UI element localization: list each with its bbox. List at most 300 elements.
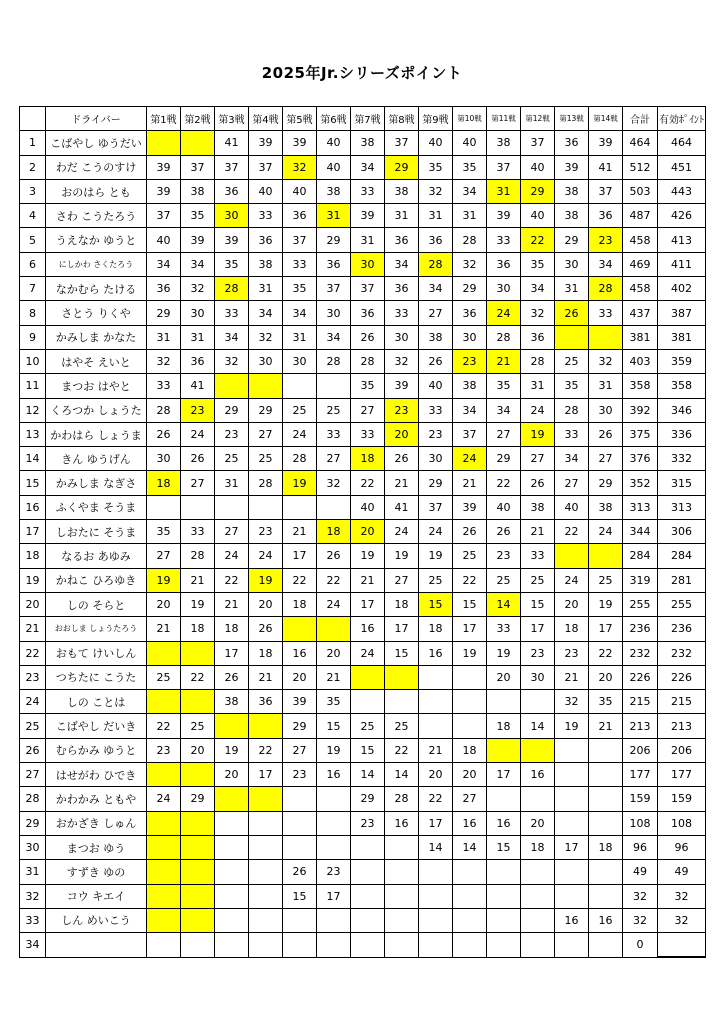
race-score: 14	[521, 714, 555, 738]
race-score	[555, 544, 589, 568]
race-score: 17	[317, 884, 351, 908]
race-score	[317, 933, 351, 958]
rank-number: 4	[20, 204, 46, 228]
race-score	[249, 908, 283, 932]
effective-points: 332	[658, 447, 706, 471]
race-score	[249, 835, 283, 859]
race-score: 29	[317, 228, 351, 252]
table-row	[20, 398, 706, 422]
effective-points: 49	[658, 860, 706, 884]
race-score	[521, 738, 555, 762]
race-score: 34	[453, 398, 487, 422]
table-row	[20, 544, 706, 568]
race-score: 34	[283, 301, 317, 325]
race-score	[147, 763, 181, 787]
race-score: 20	[419, 763, 453, 787]
race-score: 16	[385, 811, 419, 835]
effective-points	[658, 933, 706, 958]
effective-points: 281	[658, 568, 706, 592]
effective-points: 464	[658, 131, 706, 155]
rank-number: 12	[20, 398, 46, 422]
table-row	[20, 301, 706, 325]
race-score: 27	[181, 471, 215, 495]
race-score: 40	[555, 495, 589, 519]
effective-points: 358	[658, 374, 706, 398]
race-score: 15	[521, 592, 555, 616]
race-score: 31	[419, 204, 453, 228]
race-score: 21	[589, 714, 623, 738]
race-score: 16	[453, 811, 487, 835]
table-row	[20, 349, 706, 373]
race-score	[317, 617, 351, 641]
table-row	[20, 763, 706, 787]
race-score: 36	[385, 228, 419, 252]
race-score	[419, 665, 453, 689]
race-score: 27	[249, 422, 283, 446]
race-score: 27	[385, 568, 419, 592]
table-row	[20, 884, 706, 908]
race-score: 34	[181, 252, 215, 276]
race-score: 15	[317, 714, 351, 738]
race-score: 36	[181, 349, 215, 373]
race-score: 30	[249, 349, 283, 373]
race-score: 39	[215, 228, 249, 252]
race-score	[181, 884, 215, 908]
race-score: 21	[453, 471, 487, 495]
race-score: 28	[147, 398, 181, 422]
race-score	[215, 933, 249, 958]
race-score: 27	[521, 447, 555, 471]
effective-points: 443	[658, 179, 706, 203]
race-score	[249, 374, 283, 398]
race-score: 14	[351, 763, 385, 787]
race-score: 41	[385, 495, 419, 519]
effective-points: 226	[658, 665, 706, 689]
number-header	[20, 107, 46, 131]
race-score: 29	[521, 179, 555, 203]
rank-number: 16	[20, 495, 46, 519]
race-score: 31	[249, 277, 283, 301]
race-score: 18	[283, 592, 317, 616]
race-score: 23	[521, 641, 555, 665]
total-points: 108	[623, 811, 658, 835]
race-score: 18	[317, 520, 351, 544]
race-score: 26	[283, 860, 317, 884]
race-score: 29	[283, 714, 317, 738]
race-score	[487, 908, 521, 932]
total-points: 381	[623, 325, 658, 349]
race-score: 31	[147, 325, 181, 349]
race-score: 37	[283, 228, 317, 252]
effective-points: 306	[658, 520, 706, 544]
effective-points: 236	[658, 617, 706, 641]
race-score	[249, 495, 283, 519]
race-score: 17	[589, 617, 623, 641]
race-score: 28	[317, 349, 351, 373]
race-score: 36	[419, 228, 453, 252]
race-score: 37	[589, 179, 623, 203]
race-score	[419, 714, 453, 738]
rank-number: 5	[20, 228, 46, 252]
rank-number: 19	[20, 568, 46, 592]
race-score: 21	[419, 738, 453, 762]
table-row	[20, 204, 706, 228]
race-score: 31	[589, 374, 623, 398]
table-row	[20, 811, 706, 835]
race-score: 22	[283, 568, 317, 592]
race-score: 39	[283, 690, 317, 714]
rank-number: 26	[20, 738, 46, 762]
effective-points: 32	[658, 884, 706, 908]
race-score: 31	[521, 374, 555, 398]
effective-points: 387	[658, 301, 706, 325]
rank-number: 17	[20, 520, 46, 544]
race-score: 25	[555, 349, 589, 373]
race-score: 37	[487, 155, 521, 179]
race-score	[453, 714, 487, 738]
race-score	[283, 617, 317, 641]
rank-number: 31	[20, 860, 46, 884]
driver-name: コウ キエイ	[46, 884, 147, 908]
race-score: 22	[385, 738, 419, 762]
race-score: 35	[521, 252, 555, 276]
race-score: 22	[181, 665, 215, 689]
driver-name: かみしま なぎさ	[46, 471, 147, 495]
race-score	[453, 908, 487, 932]
race-score: 25	[419, 568, 453, 592]
points-table	[19, 106, 706, 958]
race-score: 30	[283, 349, 317, 373]
race-score	[317, 908, 351, 932]
race-score: 23	[487, 544, 521, 568]
race-header-10: 第10戦	[453, 107, 487, 131]
race-score: 26	[317, 544, 351, 568]
race-score: 31	[487, 179, 521, 203]
driver-name: すずき ゆの	[46, 860, 147, 884]
total-points: 32	[623, 908, 658, 932]
race-score: 39	[181, 228, 215, 252]
race-score: 25	[521, 568, 555, 592]
race-score: 34	[147, 252, 181, 276]
total-points: 96	[623, 835, 658, 859]
race-score	[555, 860, 589, 884]
race-score: 19	[147, 568, 181, 592]
race-score	[215, 495, 249, 519]
race-score	[147, 131, 181, 155]
race-score: 28	[181, 544, 215, 568]
rank-number: 2	[20, 155, 46, 179]
driver-name: つちたに こうた	[46, 665, 147, 689]
rank-number: 15	[20, 471, 46, 495]
rank-number: 18	[20, 544, 46, 568]
race-score	[555, 738, 589, 762]
race-score	[181, 835, 215, 859]
driver-name: さわ こうたろう	[46, 204, 147, 228]
race-score: 25	[385, 714, 419, 738]
race-score: 23	[453, 349, 487, 373]
race-score: 25	[351, 714, 385, 738]
race-score	[283, 908, 317, 932]
race-score: 40	[521, 204, 555, 228]
table-row	[20, 835, 706, 859]
race-score: 30	[453, 325, 487, 349]
race-score: 22	[351, 471, 385, 495]
rank-number: 13	[20, 422, 46, 446]
race-score: 15	[351, 738, 385, 762]
race-score: 21	[283, 520, 317, 544]
race-score: 24	[249, 544, 283, 568]
total-points: 255	[623, 592, 658, 616]
driver-name: はやそ えいと	[46, 349, 147, 373]
race-score: 38	[385, 179, 419, 203]
race-score: 36	[487, 252, 521, 276]
driver-name: しの そらと	[46, 592, 147, 616]
race-score: 23	[215, 422, 249, 446]
race-score: 19	[283, 471, 317, 495]
race-score: 39	[385, 374, 419, 398]
race-score: 38	[351, 131, 385, 155]
rank-number: 23	[20, 665, 46, 689]
race-score	[181, 908, 215, 932]
race-score: 21	[249, 665, 283, 689]
race-score: 21	[555, 665, 589, 689]
race-score: 33	[521, 544, 555, 568]
race-score: 23	[385, 398, 419, 422]
race-score: 19	[487, 641, 521, 665]
effective-points: 426	[658, 204, 706, 228]
race-score: 38	[589, 495, 623, 519]
rank-number: 27	[20, 763, 46, 787]
total-points: 403	[623, 349, 658, 373]
race-score: 38	[555, 179, 589, 203]
race-score: 30	[487, 277, 521, 301]
race-score: 30	[555, 252, 589, 276]
effective-points: 413	[658, 228, 706, 252]
race-score: 17	[249, 763, 283, 787]
effective-points-header: 有効ﾎﾟｲﾝﾄ	[658, 107, 706, 131]
race-score: 36	[521, 325, 555, 349]
driver-name: さとう りくや	[46, 301, 147, 325]
race-score: 31	[351, 228, 385, 252]
race-score: 39	[555, 155, 589, 179]
race-score: 22	[521, 228, 555, 252]
race-score: 34	[351, 155, 385, 179]
total-points: 458	[623, 277, 658, 301]
race-score	[555, 811, 589, 835]
race-score	[419, 884, 453, 908]
race-score: 34	[385, 252, 419, 276]
race-score: 17	[521, 617, 555, 641]
race-score: 30	[147, 447, 181, 471]
table-row	[20, 738, 706, 762]
race-score: 20	[385, 422, 419, 446]
race-score: 18	[181, 617, 215, 641]
race-score: 34	[589, 252, 623, 276]
race-score: 25	[215, 447, 249, 471]
race-score: 18	[487, 714, 521, 738]
table-row	[20, 568, 706, 592]
effective-points: 96	[658, 835, 706, 859]
race-score: 21	[351, 568, 385, 592]
race-score: 33	[317, 422, 351, 446]
race-score: 16	[555, 908, 589, 932]
race-score: 37	[351, 277, 385, 301]
total-points: 49	[623, 860, 658, 884]
race-score: 33	[589, 301, 623, 325]
race-score: 26	[453, 520, 487, 544]
race-score: 35	[453, 155, 487, 179]
race-score: 24	[385, 520, 419, 544]
race-score: 16	[317, 763, 351, 787]
race-score: 36	[317, 252, 351, 276]
race-score: 21	[215, 592, 249, 616]
race-score: 25	[283, 398, 317, 422]
race-score	[249, 860, 283, 884]
race-score: 32	[181, 277, 215, 301]
race-score	[385, 665, 419, 689]
race-score	[317, 495, 351, 519]
race-score: 20	[215, 763, 249, 787]
rank-number: 24	[20, 690, 46, 714]
race-score	[385, 835, 419, 859]
effective-points: 215	[658, 690, 706, 714]
race-score: 29	[181, 787, 215, 811]
race-score: 38	[215, 690, 249, 714]
total-points: 344	[623, 520, 658, 544]
race-score	[283, 787, 317, 811]
race-score: 37	[317, 277, 351, 301]
race-score: 29	[453, 277, 487, 301]
race-score: 36	[385, 277, 419, 301]
race-score: 26	[147, 422, 181, 446]
race-score: 17	[487, 763, 521, 787]
race-score: 23	[249, 520, 283, 544]
race-score: 37	[453, 422, 487, 446]
race-score: 19	[453, 641, 487, 665]
effective-points: 402	[658, 277, 706, 301]
table-row	[20, 131, 706, 155]
driver-name: にしかわ さくたろう	[46, 252, 147, 276]
race-score: 37	[521, 131, 555, 155]
race-score: 39	[147, 155, 181, 179]
race-score: 31	[215, 471, 249, 495]
race-score: 14	[419, 835, 453, 859]
effective-points: 451	[658, 155, 706, 179]
race-score: 35	[487, 374, 521, 398]
race-score: 35	[147, 520, 181, 544]
effective-points: 411	[658, 252, 706, 276]
race-header-7: 第7戦	[351, 107, 385, 131]
rank-number: 10	[20, 349, 46, 373]
race-score: 19	[555, 714, 589, 738]
race-score: 18	[215, 617, 249, 641]
race-score	[453, 690, 487, 714]
table-row	[20, 908, 706, 932]
race-header-14: 第14戦	[589, 107, 623, 131]
race-score: 32	[555, 690, 589, 714]
total-points: 352	[623, 471, 658, 495]
race-score: 23	[317, 860, 351, 884]
race-score: 16	[521, 763, 555, 787]
race-score: 28	[351, 349, 385, 373]
race-header-13: 第13戦	[555, 107, 589, 131]
race-score	[589, 544, 623, 568]
race-score: 14	[487, 592, 521, 616]
total-points: 319	[623, 568, 658, 592]
total-points: 358	[623, 374, 658, 398]
race-score	[351, 933, 385, 958]
race-score: 33	[555, 422, 589, 446]
driver-header: ドライバー	[46, 107, 147, 131]
race-score: 27	[555, 471, 589, 495]
race-score: 28	[385, 787, 419, 811]
race-score: 31	[385, 204, 419, 228]
table-row	[20, 495, 706, 519]
race-score	[385, 690, 419, 714]
race-score: 21	[487, 349, 521, 373]
race-score: 21	[385, 471, 419, 495]
race-score: 26	[487, 520, 521, 544]
total-points: 375	[623, 422, 658, 446]
race-score: 27	[453, 787, 487, 811]
total-points: 236	[623, 617, 658, 641]
race-score: 28	[487, 325, 521, 349]
race-score: 27	[317, 447, 351, 471]
total-points: 392	[623, 398, 658, 422]
race-score	[521, 860, 555, 884]
race-score: 22	[555, 520, 589, 544]
race-score: 19	[249, 568, 283, 592]
table-row	[20, 690, 706, 714]
race-score: 31	[453, 204, 487, 228]
race-score	[385, 933, 419, 958]
race-score: 17	[351, 592, 385, 616]
race-score: 36	[351, 301, 385, 325]
race-score: 25	[487, 568, 521, 592]
race-score: 28	[215, 277, 249, 301]
race-score: 23	[147, 738, 181, 762]
race-score	[351, 665, 385, 689]
race-score	[181, 131, 215, 155]
race-score: 23	[555, 641, 589, 665]
race-score	[589, 787, 623, 811]
race-score	[487, 884, 521, 908]
rank-number: 8	[20, 301, 46, 325]
race-score: 39	[249, 131, 283, 155]
race-score: 38	[419, 325, 453, 349]
total-points: 313	[623, 495, 658, 519]
total-points: 284	[623, 544, 658, 568]
race-score: 37	[419, 495, 453, 519]
race-header-6: 第6戦	[317, 107, 351, 131]
rank-number: 14	[20, 447, 46, 471]
race-score: 26	[419, 349, 453, 373]
race-score: 19	[521, 422, 555, 446]
effective-points: 32	[658, 908, 706, 932]
driver-name: しおたに そうま	[46, 520, 147, 544]
race-score	[283, 811, 317, 835]
race-score: 16	[283, 641, 317, 665]
table-row	[20, 325, 706, 349]
driver-name: わだ こうのすけ	[46, 155, 147, 179]
race-score	[147, 933, 181, 958]
race-score: 19	[181, 592, 215, 616]
race-score	[419, 860, 453, 884]
total-points: 232	[623, 641, 658, 665]
race-score	[385, 860, 419, 884]
rank-number: 34	[20, 933, 46, 958]
table-row	[20, 471, 706, 495]
